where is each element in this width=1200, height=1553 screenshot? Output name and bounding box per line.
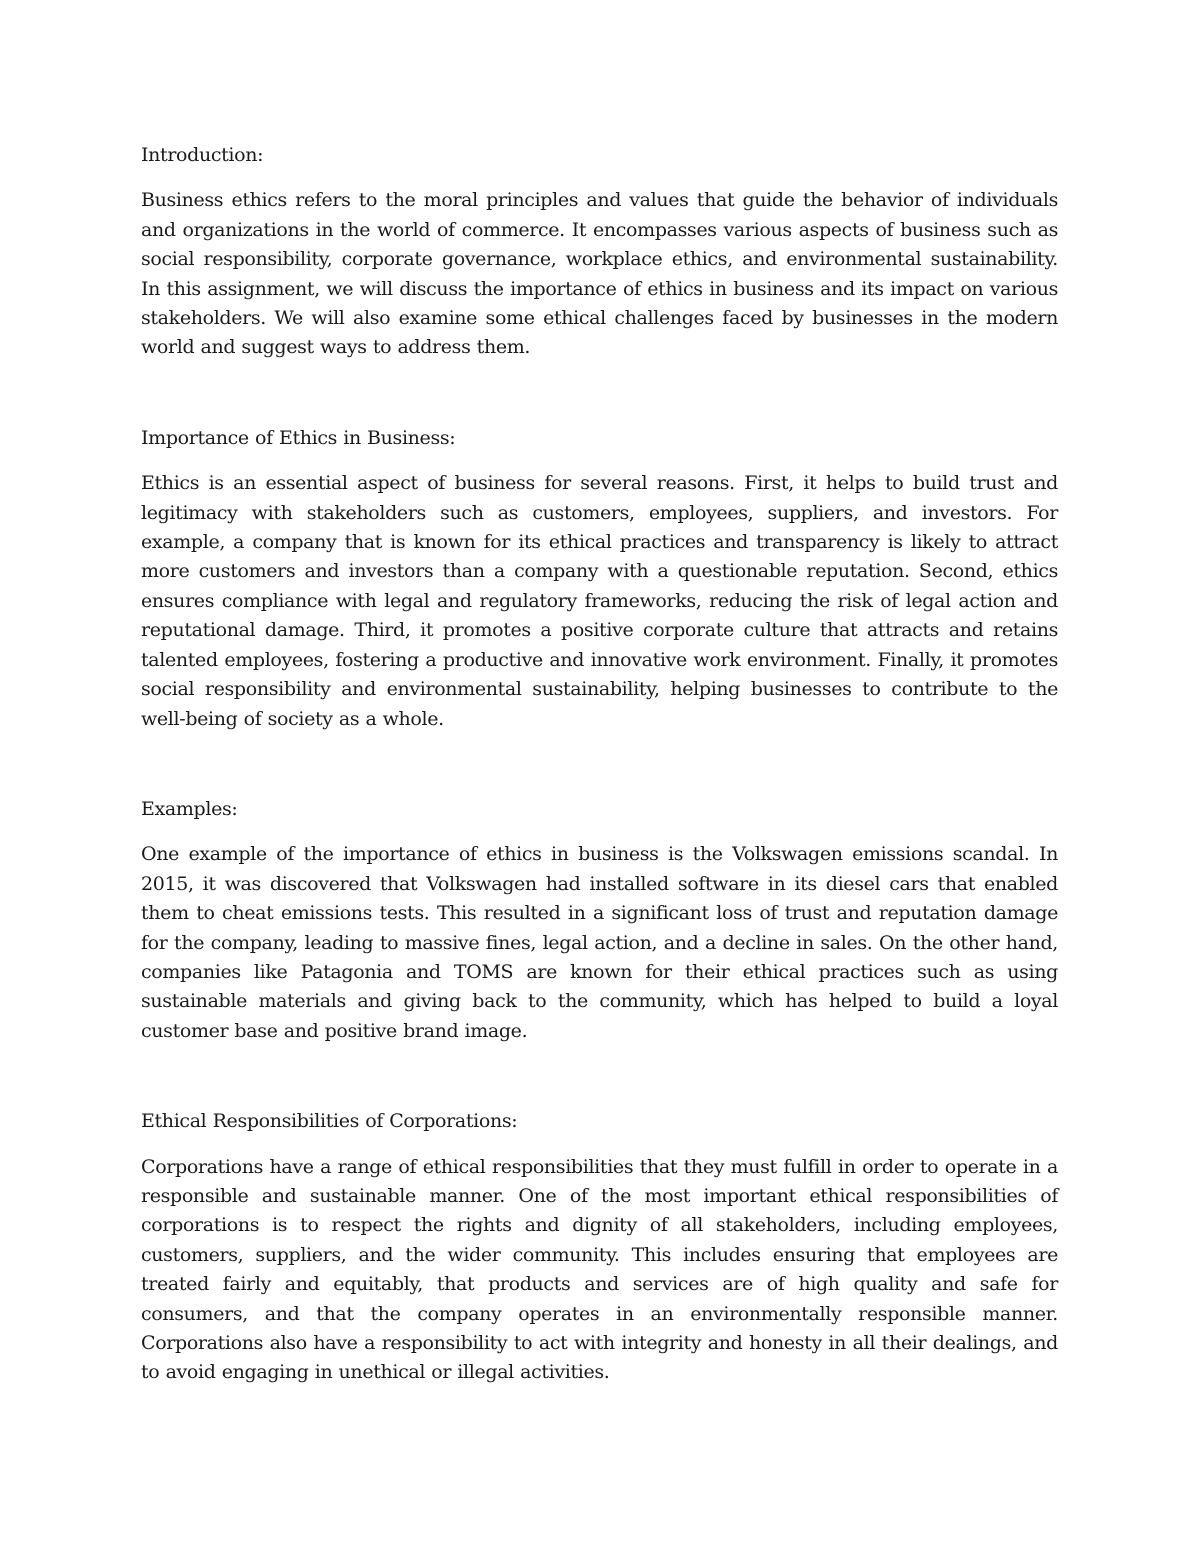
section-paragraph: Ethics is an essential aspect of business for several reasons. First, it helps to build trust and legitimacy with stakeholders such as customers, employees, suppliers, and investors. For example, a company that is known for its ethical practices and transparency is likely to attract more customers and investors than a company with a questionable reputation. Second, ethics ensures compliance with legal and regulatory frameworks, reducing the risk of legal action and reputational damage. Third, it promotes a positive corporate culture that attracts and retains talented employees, fostering a productive and innovative work environment. Finally, it promotes social responsibility and environmental sustainability, helping businesses to contribute to the well-being of society as a whole. <box>141 472 1058 730</box>
section-heading: Importance of Ethics in Business: <box>141 426 456 449</box>
section-ethical-responsibilities <box>141 1107 1058 1388</box>
section-heading: Introduction: <box>141 144 264 166</box>
section-paragraph: Corporations have a range of ethical responsibilities that they must fulfill in order to operate in a responsible and sustainable manner. One of the most important ethical responsibilities of corporations is to respect the rights and dignity of all stakeholders, including employees, customers, suppliers, and the wider community. This includes ensuring that employees are treated fairly and equitably, that products and services are of high quality and safe for consumers, and that the company operates in an environmentally responsible manner. Corporations also have a responsibility to act with integrity and honesty in all their dealings, and to avoid engaging in unethical or illegal activities. <box>141 1155 1058 1384</box>
section-heading: Ethical Responsibilities of Corporations: <box>141 1110 518 1133</box>
section-heading: Examples: <box>141 797 238 820</box>
section-paragraph: One example of the importance of ethics in business is the Volkswagen emissions scandal. In 2015, it was discovered that Volkswagen had installed software in its diesel cars that enabled them to cheat emissions tests. This resulted in a significant loss of trust and reputation damage for the company, leading to massive fines, legal action, and a decline in sales. On the other hand, companies like Patagonia and TOMS are known for their ethical practices such as using sustainable materials and giving back to the community, which has helped to build a loyal customer base and positive brand image. <box>141 843 1058 1042</box>
section-introduction <box>141 141 1058 363</box>
section-importance-of-ethics <box>141 424 1058 734</box>
section-examples <box>141 795 1058 1046</box>
section-paragraph: Business ethics refers to the moral principles and values that guide the behavior of individuals and organizations in the world of commerce. It encompasses various aspects of business such as social responsibility, corporate governance, workplace ethics, and environmental sustainability. In this assignment, we will discuss the importance of ethics in business and its impact on various stakeholders. We will also examine some ethical challenges faced by businesses in the modern world and suggest ways to address them. <box>141 189 1058 359</box>
document-body <box>141 141 1058 1388</box>
